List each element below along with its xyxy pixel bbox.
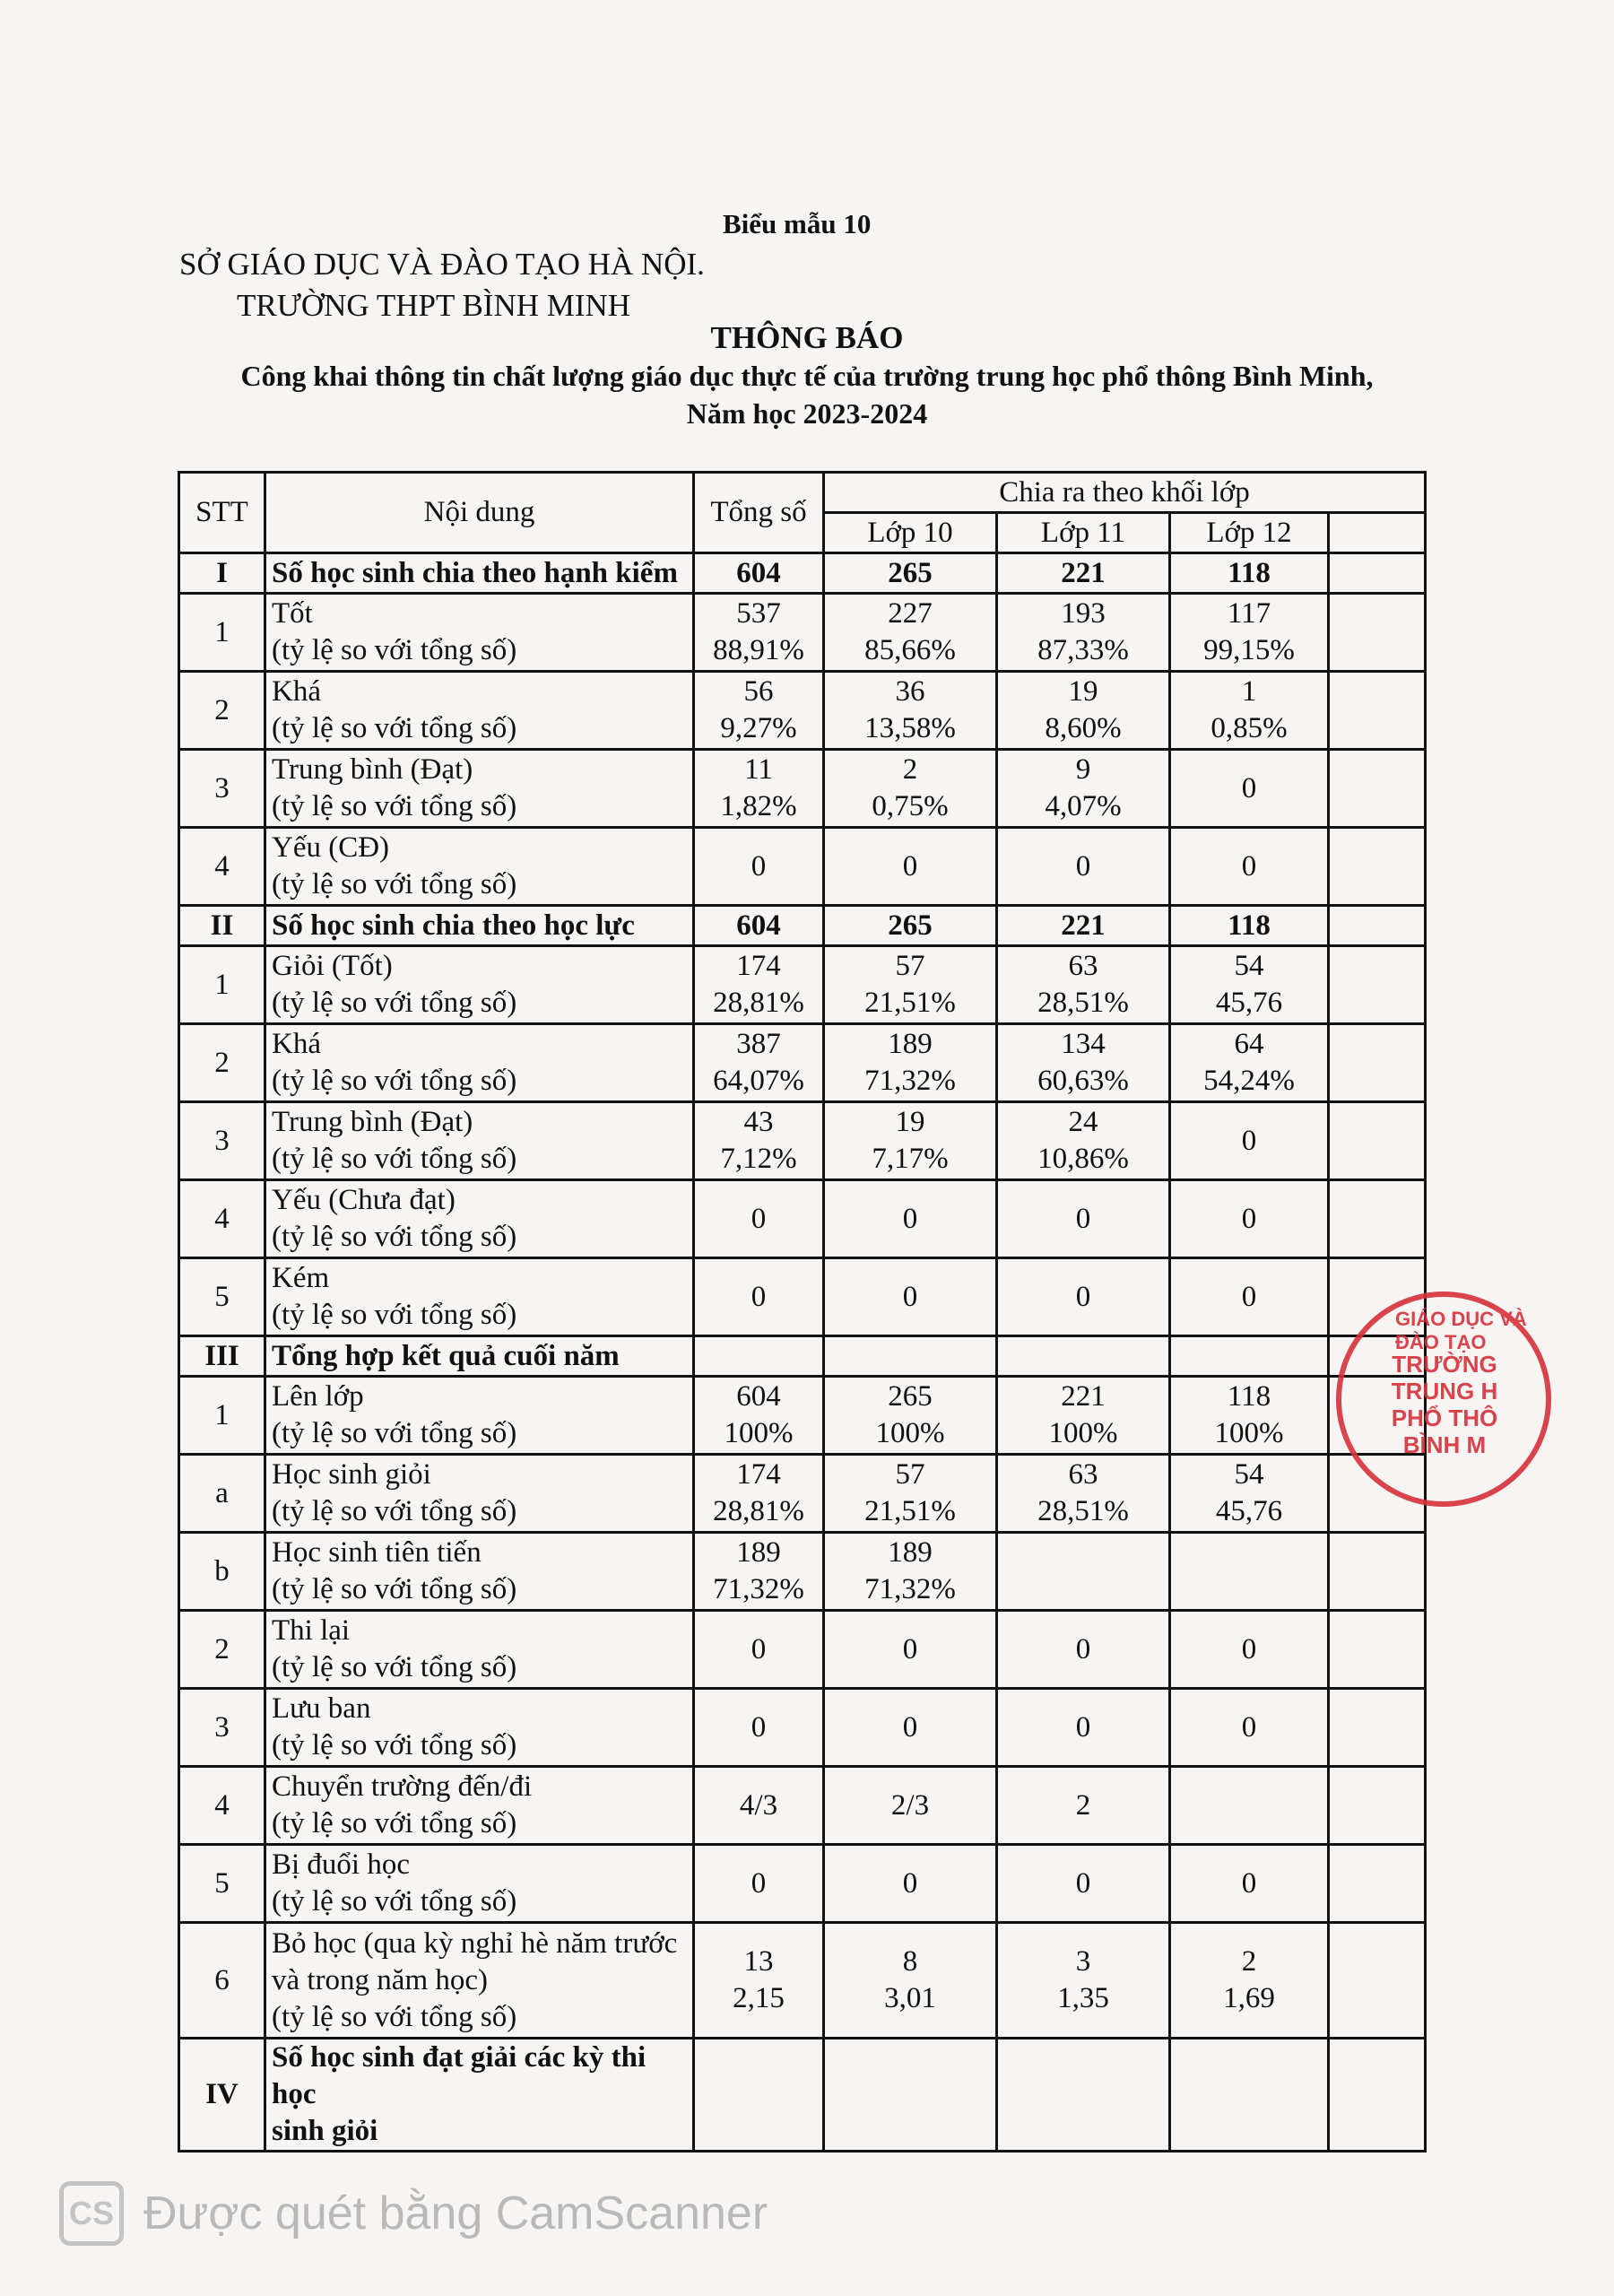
row-grade-12: 0 xyxy=(1170,1102,1329,1180)
row-extra xyxy=(1329,1767,1426,1845)
row-grade-12: 64 54,24% xyxy=(1170,1024,1329,1102)
row-grade-12: 0 xyxy=(1170,1180,1329,1258)
row-grade-10 xyxy=(824,2039,997,2152)
table-row xyxy=(179,1767,1426,1845)
row-stt: 4 xyxy=(179,1180,265,1258)
row-content: Yếu (Chưa đạt) (tỷ lệ so với tổng số) xyxy=(265,1180,694,1258)
row-grade-10 xyxy=(824,1336,997,1377)
row-grade-11 xyxy=(997,1533,1170,1611)
row-stt: 2 xyxy=(179,1024,265,1102)
row-grade-10: 265 100% xyxy=(824,1377,997,1455)
row-grade-12: 0 xyxy=(1170,1689,1329,1767)
row-content: Số học sinh đạt giải các kỳ thi học sinh giỏi xyxy=(265,2039,694,2152)
row-stt: 5 xyxy=(179,1258,265,1336)
row-content: Kém (tỷ lệ so với tổng số) xyxy=(265,1258,694,1336)
camscanner-logo-icon: CS xyxy=(59,2181,124,2246)
row-grade-12: 54 45,76 xyxy=(1170,1455,1329,1533)
row-grade-12: 0 xyxy=(1170,1845,1329,1923)
table-row xyxy=(179,1533,1426,1611)
table-row xyxy=(179,1336,1426,1377)
row-stt: 3 xyxy=(179,1102,265,1180)
row-grade-10: 2/3 xyxy=(824,1767,997,1845)
header-grade-11: Lớp 11 xyxy=(997,513,1170,553)
row-grade-12: 117 99,15% xyxy=(1170,594,1329,672)
row-stt: 6 xyxy=(179,1923,265,2039)
table-row xyxy=(179,1024,1426,1102)
row-extra xyxy=(1329,1180,1426,1258)
row-grade-12 xyxy=(1170,1533,1329,1611)
row-total: 43 7,12% xyxy=(694,1102,824,1180)
row-grade-10: 8 3,01 xyxy=(824,1923,997,2039)
row-grade-11 xyxy=(997,2039,1170,2152)
row-stt: IV xyxy=(179,2039,265,2152)
table-row xyxy=(179,1377,1426,1455)
row-grade-10: 0 xyxy=(824,1845,997,1923)
row-content: Học sinh giỏi (tỷ lệ so với tổng số) xyxy=(265,1455,694,1533)
seal-inner-text: TRƯỜNG TRUNG H PHỔ THÔ BÌNH M xyxy=(1391,1351,1498,1458)
table-row xyxy=(179,1689,1426,1767)
row-grade-10: 265 xyxy=(824,906,997,946)
row-total: 174 28,81% xyxy=(694,946,824,1024)
row-grade-10: 227 85,66% xyxy=(824,594,997,672)
row-total: 189 71,32% xyxy=(694,1533,824,1611)
title-main: THÔNG BÁO xyxy=(710,320,904,355)
row-grade-11: 2 xyxy=(997,1767,1170,1845)
form-label: Biểu mẫu 10 xyxy=(723,208,872,239)
row-content: Số học sinh chia theo học lực xyxy=(265,906,694,946)
row-total: 387 64,07% xyxy=(694,1024,824,1102)
row-grade-10: 0 xyxy=(824,1689,997,1767)
official-seal xyxy=(1336,1292,1551,1507)
header-grade-12: Lớp 12 xyxy=(1170,513,1329,553)
row-total: 537 88,91% xyxy=(694,594,824,672)
row-total: 0 xyxy=(694,1180,824,1258)
table-row xyxy=(179,1102,1426,1180)
row-content: Tổng hợp kết quả cuối năm xyxy=(265,1336,694,1377)
table-row xyxy=(179,1180,1426,1258)
notice-title xyxy=(0,319,1614,432)
row-stt: 3 xyxy=(179,750,265,828)
row-total: 0 xyxy=(694,1845,824,1923)
row-extra xyxy=(1329,1845,1426,1923)
row-grade-11: 9 4,07% xyxy=(997,750,1170,828)
row-total: 13 2,15 xyxy=(694,1923,824,2039)
row-total: 56 9,27% xyxy=(694,672,824,750)
row-grade-12: 54 45,76 xyxy=(1170,946,1329,1024)
row-content: Chuyển trường đến/đi (tỷ lệ so với tổng số) xyxy=(265,1767,694,1845)
row-grade-10: 189 71,32% xyxy=(824,1533,997,1611)
table-row xyxy=(179,1455,1426,1533)
row-grade-11 xyxy=(997,1336,1170,1377)
row-total xyxy=(694,1336,824,1377)
row-content: Trung bình (Đạt) (tỷ lệ so với tổng số) xyxy=(265,1102,694,1180)
row-extra xyxy=(1329,828,1426,906)
table-row xyxy=(179,828,1426,906)
table-row xyxy=(179,1923,1426,2039)
quality-table xyxy=(178,471,1424,2152)
camscanner-watermark xyxy=(59,2181,768,2246)
row-grade-12 xyxy=(1170,2039,1329,2152)
header-extra xyxy=(1329,513,1426,553)
row-extra xyxy=(1329,1102,1426,1180)
seal-outer-text: GIÁO DỤC VÀ ĐÀO TẠO xyxy=(1395,1308,1527,1353)
row-grade-12: 0 xyxy=(1170,1611,1329,1689)
row-grade-11: 0 xyxy=(997,1258,1170,1336)
row-grade-11: 24 10,86% xyxy=(997,1102,1170,1180)
row-grade-11: 221 xyxy=(997,906,1170,946)
row-stt: II xyxy=(179,906,265,946)
row-content: Yếu (CĐ) (tỷ lệ so với tổng số) xyxy=(265,828,694,906)
row-content: Bỏ học (qua kỳ nghỉ hè năm trước và trong năm học) (tỷ lệ so với tổng số) xyxy=(265,1923,694,2039)
row-extra xyxy=(1329,594,1426,672)
row-grade-12: 0 xyxy=(1170,828,1329,906)
row-total: 604 100% xyxy=(694,1377,824,1455)
row-grade-11: 0 xyxy=(997,1611,1170,1689)
row-grade-12: 0 xyxy=(1170,750,1329,828)
row-grade-11: 0 xyxy=(997,1689,1170,1767)
row-extra xyxy=(1329,1533,1426,1611)
table-row xyxy=(179,1845,1426,1923)
row-grade-10: 57 21,51% xyxy=(824,946,997,1024)
row-grade-11: 221 100% xyxy=(997,1377,1170,1455)
row-total: 604 xyxy=(694,553,824,594)
row-stt: 3 xyxy=(179,1689,265,1767)
row-grade-11: 0 xyxy=(997,1845,1170,1923)
row-total: 0 xyxy=(694,828,824,906)
row-stt: a xyxy=(179,1455,265,1533)
row-grade-10: 0 xyxy=(824,1258,997,1336)
row-extra xyxy=(1329,1689,1426,1767)
row-grade-12: 1 0,85% xyxy=(1170,672,1329,750)
row-extra xyxy=(1329,906,1426,946)
table-row xyxy=(179,553,1426,594)
row-stt: 1 xyxy=(179,594,265,672)
header-content: Nội dung xyxy=(265,473,694,553)
table-row xyxy=(179,906,1426,946)
row-stt: 1 xyxy=(179,946,265,1024)
row-content: Học sinh tiên tiến (tỷ lệ so với tổng số) xyxy=(265,1533,694,1611)
row-grade-11: 193 87,33% xyxy=(997,594,1170,672)
row-content: Tốt (tỷ lệ so với tổng số) xyxy=(265,594,694,672)
row-extra xyxy=(1329,1024,1426,1102)
header-grade-10: Lớp 10 xyxy=(824,513,997,553)
table-row xyxy=(179,750,1426,828)
row-stt: 2 xyxy=(179,672,265,750)
row-total: 0 xyxy=(694,1611,824,1689)
row-grade-10: 189 71,32% xyxy=(824,1024,997,1102)
row-grade-10: 0 xyxy=(824,828,997,906)
row-extra xyxy=(1329,946,1426,1024)
row-total: 4/3 xyxy=(694,1767,824,1845)
row-grade-10: 0 xyxy=(824,1180,997,1258)
row-grade-12: 118 xyxy=(1170,906,1329,946)
row-grade-11: 3 1,35 xyxy=(997,1923,1170,2039)
row-content: Giỏi (Tốt) (tỷ lệ so với tổng số) xyxy=(265,946,694,1024)
row-stt: III xyxy=(179,1336,265,1377)
row-content: Khá (tỷ lệ so với tổng số) xyxy=(265,1024,694,1102)
row-grade-11: 0 xyxy=(997,1180,1170,1258)
row-grade-12 xyxy=(1170,1336,1329,1377)
row-extra xyxy=(1329,1923,1426,2039)
row-content: Lưu ban (tỷ lệ so với tổng số) xyxy=(265,1689,694,1767)
row-extra xyxy=(1329,1611,1426,1689)
row-total: 11 1,82% xyxy=(694,750,824,828)
row-total: 0 xyxy=(694,1258,824,1336)
header-grade-group: Chia ra theo khối lớp xyxy=(824,473,1426,513)
header-stt: STT xyxy=(179,473,265,553)
row-extra xyxy=(1329,2039,1426,2152)
row-grade-12: 118 100% xyxy=(1170,1377,1329,1455)
row-total: 0 xyxy=(694,1689,824,1767)
row-content: Số học sinh chia theo hạnh kiểm xyxy=(265,553,694,594)
row-stt: 1 xyxy=(179,1377,265,1455)
table-row xyxy=(179,594,1426,672)
row-stt: 5 xyxy=(179,1845,265,1923)
row-grade-11: 221 xyxy=(997,553,1170,594)
row-content: Bị đuổi học (tỷ lệ so với tổng số) xyxy=(265,1845,694,1923)
row-grade-10: 57 21,51% xyxy=(824,1455,997,1533)
row-content: Lên lớp (tỷ lệ so với tổng số) xyxy=(265,1377,694,1455)
org-line-1: SỞ GIÁO DỤC VÀ ĐÀO TẠO HÀ NỘI. xyxy=(179,247,705,282)
row-grade-11: 134 60,63% xyxy=(997,1024,1170,1102)
row-stt: I xyxy=(179,553,265,594)
table-row xyxy=(179,1611,1426,1689)
camscanner-text: Được quét bằng CamScanner xyxy=(143,2187,768,2239)
row-total: 174 28,81% xyxy=(694,1455,824,1533)
row-grade-12: 118 xyxy=(1170,553,1329,594)
row-grade-10: 2 0,75% xyxy=(824,750,997,828)
header-total: Tổng số xyxy=(694,473,824,553)
row-total xyxy=(694,2039,824,2152)
table-row xyxy=(179,672,1426,750)
title-year: Năm học 2023-2024 xyxy=(686,397,928,430)
row-stt: 4 xyxy=(179,1767,265,1845)
row-grade-12 xyxy=(1170,1767,1329,1845)
row-grade-11: 0 xyxy=(997,828,1170,906)
row-grade-10: 19 7,17% xyxy=(824,1102,997,1180)
row-grade-12: 2 1,69 xyxy=(1170,1923,1329,2039)
row-extra xyxy=(1329,750,1426,828)
table-row xyxy=(179,1258,1426,1336)
row-total: 604 xyxy=(694,906,824,946)
row-extra xyxy=(1329,553,1426,594)
row-stt: b xyxy=(179,1533,265,1611)
table-body xyxy=(179,553,1426,2152)
row-grade-10: 36 13,58% xyxy=(824,672,997,750)
row-extra xyxy=(1329,672,1426,750)
row-content: Trung bình (Đạt) (tỷ lệ so với tổng số) xyxy=(265,750,694,828)
row-grade-10: 265 xyxy=(824,553,997,594)
row-grade-10: 0 xyxy=(824,1611,997,1689)
row-stt: 2 xyxy=(179,1611,265,1689)
row-grade-12: 0 xyxy=(1170,1258,1329,1336)
org-line-2: TRƯỜNG THPT BÌNH MINH xyxy=(237,288,631,323)
row-grade-11: 63 28,51% xyxy=(997,946,1170,1024)
title-subtitle: Công khai thông tin chất lượng giáo dục thực tế của trường trung học phổ thông Bình Minh, xyxy=(240,360,1374,392)
table-row xyxy=(179,2039,1426,2152)
row-grade-11: 63 28,51% xyxy=(997,1455,1170,1533)
organization-header xyxy=(179,244,705,326)
row-grade-11: 19 8,60% xyxy=(997,672,1170,750)
row-stt: 4 xyxy=(179,828,265,906)
row-content: Thi lại (tỷ lệ so với tổng số) xyxy=(265,1611,694,1689)
table-row xyxy=(179,946,1426,1024)
row-content: Khá (tỷ lệ so với tổng số) xyxy=(265,672,694,750)
